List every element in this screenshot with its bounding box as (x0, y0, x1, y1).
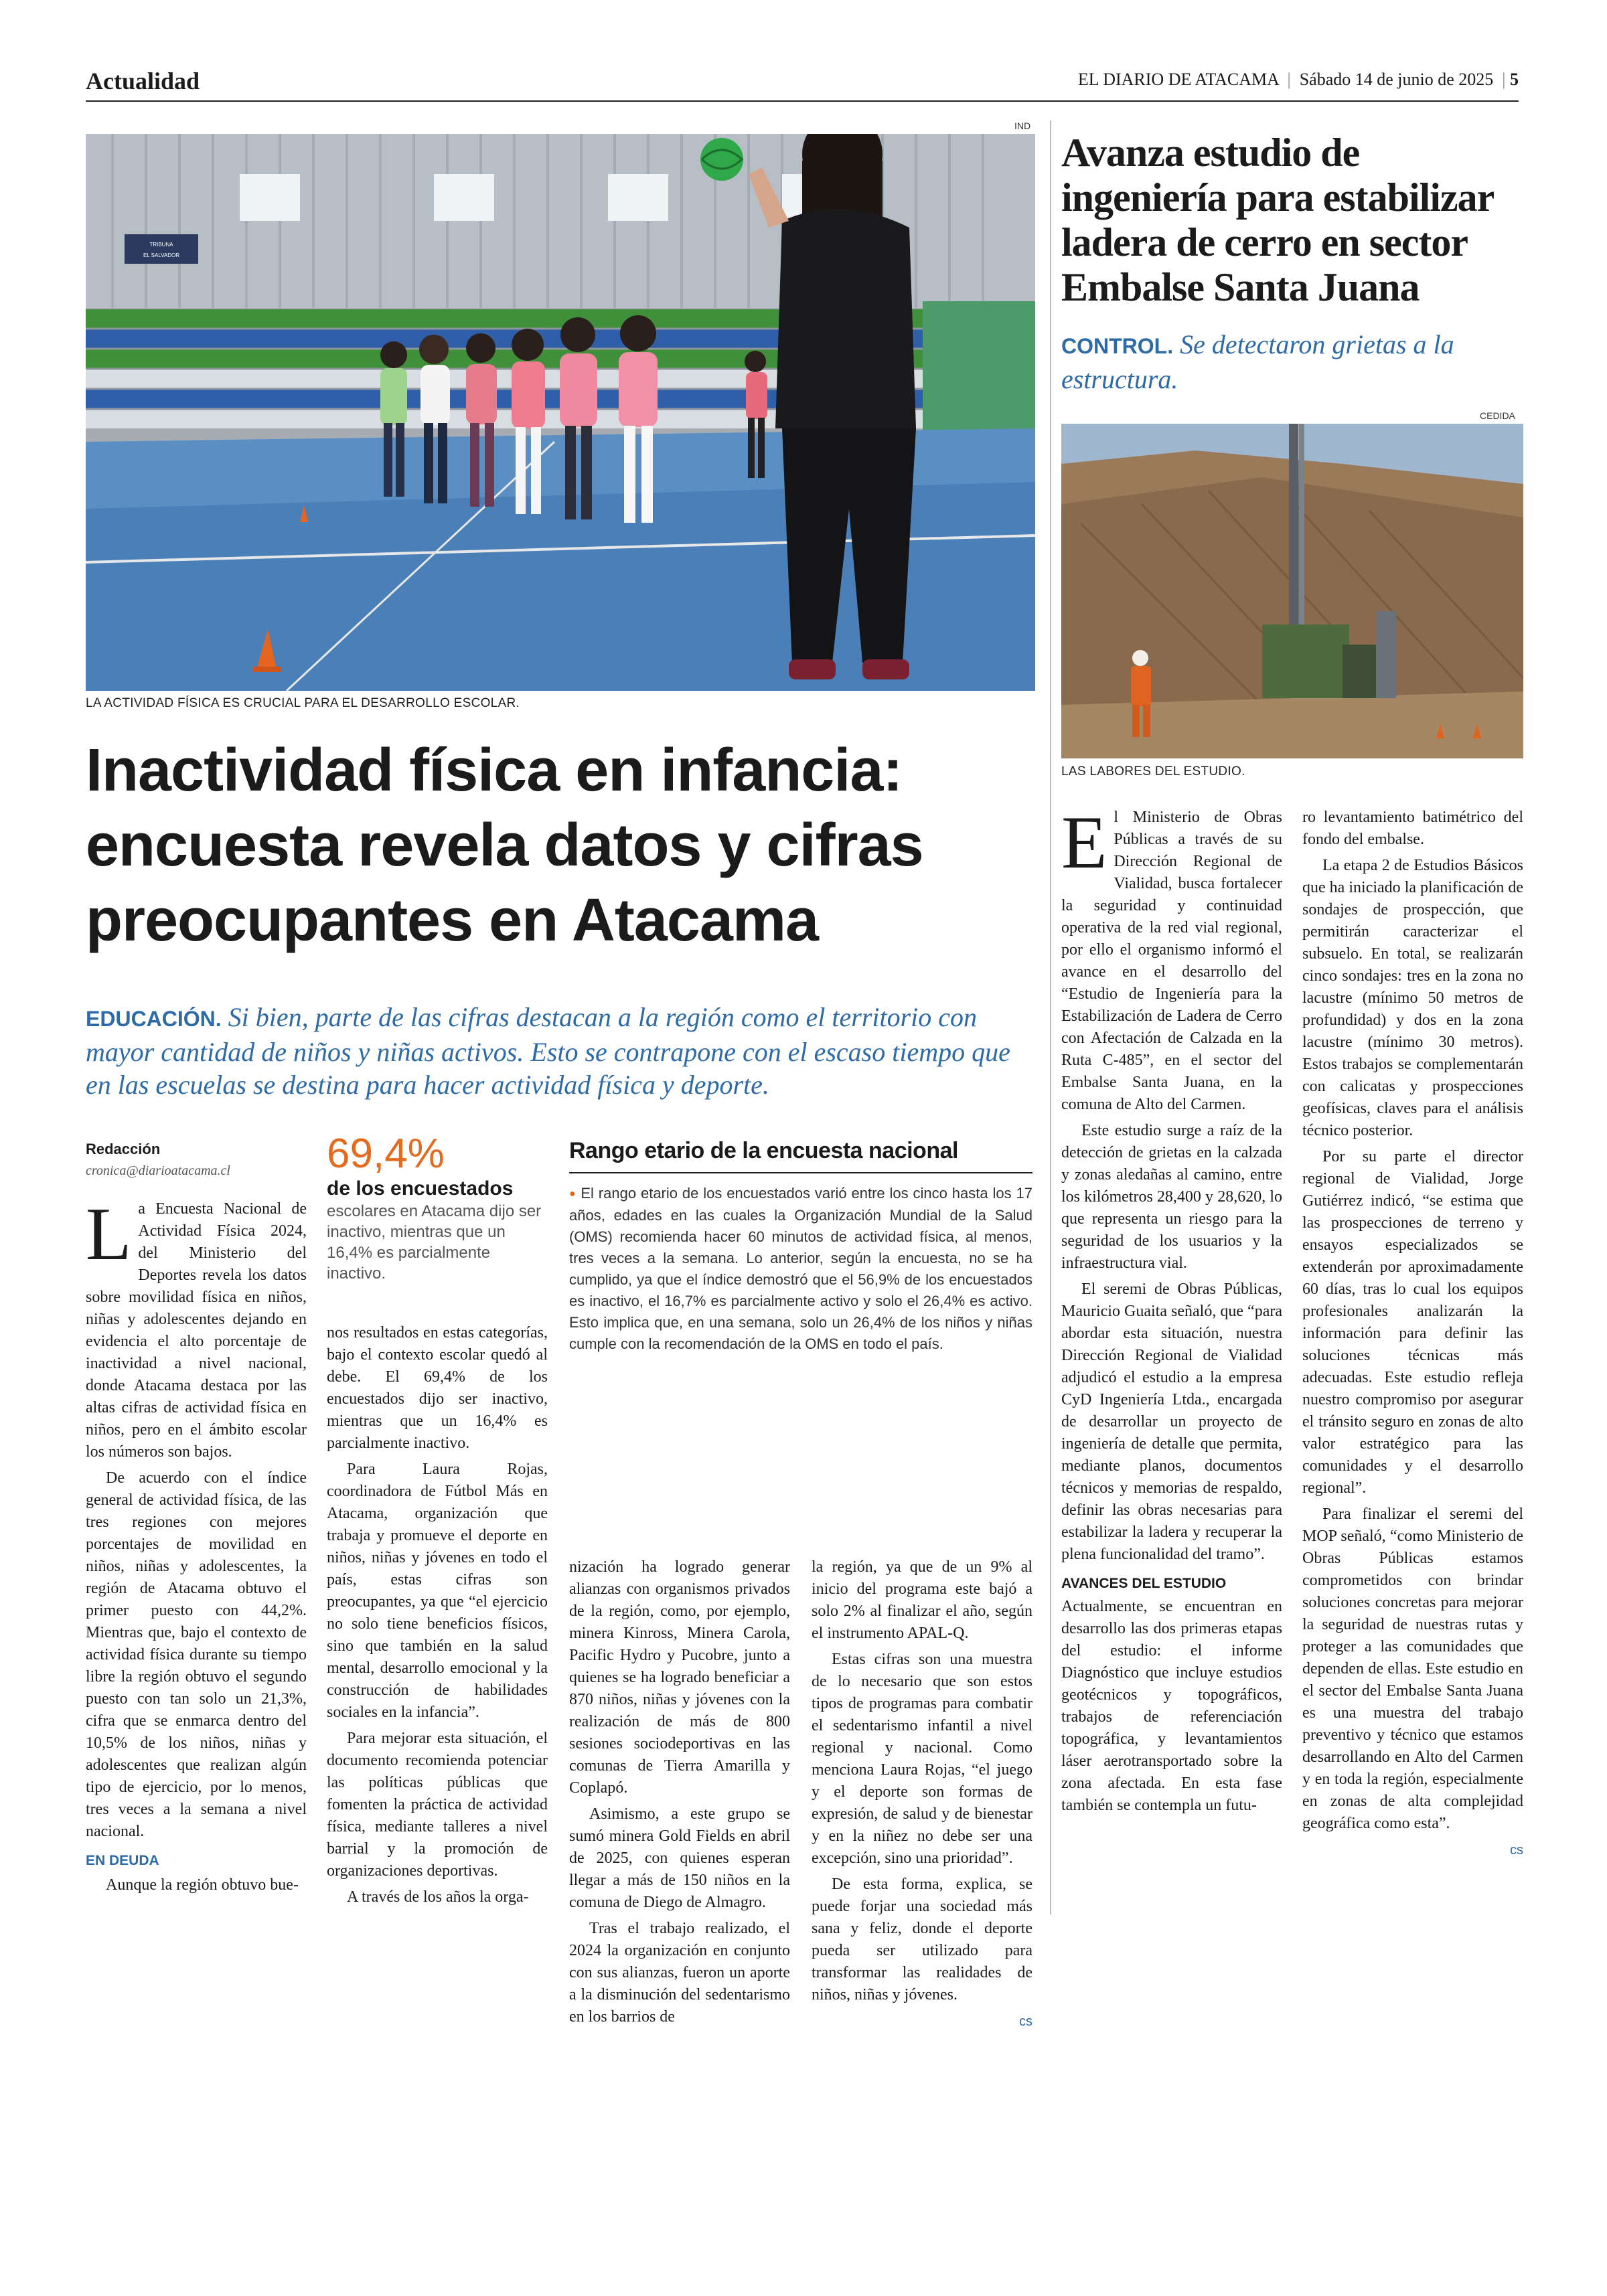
side-column-2 (1302, 807, 1523, 1862)
col2-paragraph-4: A través de los años la orga- (347, 1888, 529, 1906)
side-col1-paragraph-2: Este estudio surge a raíz de la detección de grietas en la calzada y zonas aledañas al camino, entre los kilómetros 28,400 y 28,620, lo que representa un riesgo para la seguridad de los usuarios y la infraestructura vial. (1061, 1122, 1282, 1272)
subhead-avances: AVANCES DEL ESTUDIO (1061, 1576, 1227, 1591)
photo-credit: IND (1014, 120, 1031, 131)
side-headline-line-2: ingeniería para estabilizar (1061, 175, 1495, 220)
side-lead (1061, 328, 1517, 396)
col2-paragraph-1: nos resultados en estas categorías, bajo el contexto escolar quedó al debe. El 69,4% de los encuestados dijo ser inactivo, mientras que un 16,4% es parcialmente inactivo. (327, 1324, 548, 1452)
side-col1-paragraph-3: El seremi de Obras Públicas, Mauricio Guaita señaló, que “para abordar esta situación, nuestra Dirección Regional de Vialidad adjudicó el estudio a la empresa CyD Ingeniería Ltda., encargada de desarrollar un proyecto de ingeniería de detalle que permita, mediante planos, documentos técnicos y memorias de respaldo, definir las obras necesarias para estabilizar la ladera y recuperar la plena funcionalidad del tramo”. (1061, 1281, 1282, 1563)
issue-date: Sábado 14 de junio de 2025 (1299, 70, 1494, 89)
byline-email: cronica@diarioatacama.cl (86, 1163, 230, 1178)
svg-text:TRIBUNA: TRIBUNA (149, 242, 173, 248)
col1-paragraph-3: Aunque la región obtuvo bue- (106, 1876, 299, 1894)
side-photo-credit: CEDIDA (1480, 410, 1515, 421)
lead-kicker: EDUCACIÓN. (86, 1007, 222, 1031)
col1-paragraph-2: De acuerdo con el índice general de actividad física, de las tres regiones con mejores porcentajes de movilidad en niños, niñas y adolescentes, la región de Atacama obtuvo el primer puesto con 44,2%. Mientras que, bajo el contexto de actividad física durante su tiempo libre la región obtuvo el segundo puesto con tan solo un 21,3%, cifra que se enmarca dentro del 10,5% de los niños, niñas y adolescentes que realizan algún tipo de ejercicio, por lo menos, tres veces a la semana a nivel nacional. (86, 1469, 307, 1840)
main-photo (86, 134, 1035, 691)
side-headline (1061, 131, 1530, 310)
side-headline-line-3: ladera de cerro en sector (1061, 220, 1468, 264)
headline-line-3: preocupantes en Atacama (86, 887, 819, 954)
side-headline-line-4: Embalse Santa Juana (1061, 265, 1420, 309)
col2-paragraph-2: Para Laura Rojas, coordinadora de Fútbol Más en Atacama, organización que trabaja y promueve el deporte en niños, niñas y jóvenes en todo el país, estas cifras son preocupantes, ya que “el ejercicio no solo tiene beneficios físicos, sino que también en la salud mental, desarrollo emocional y la construcción de habilidades sociales en la infancia”. (327, 1461, 548, 1721)
stat-label: de los encuestados (327, 1177, 514, 1200)
main-photo-caption: LA ACTIVIDAD FÍSICA ES CRUCIAL PARA EL DESARROLLO ESCOLAR. (86, 696, 520, 710)
col4-paragraph-1: la región, ya que de un 9% al inicio del programa este bajó a solo 2% al finalizar el año, según el instrumento APAL-Q. (812, 1558, 1032, 1642)
info-box (569, 1138, 1032, 1355)
end-mark-side (1302, 1839, 1523, 1862)
info-box-title: Rango etario de la encuesta nacional (569, 1138, 1032, 1173)
bullet-icon: ● (569, 1188, 577, 1200)
stat-text: escolares en Atacama dijo ser inactivo, mientras que un 16,4% es parcialmente inactivo. (327, 1202, 542, 1283)
col4-paragraph-2: Estas cifras son una muestra de lo necesario que son estos tipos de programas para combatir el sedentarismo infantil a nivel regional y nacional. Como menciona Laura Rojas, “el juego y el deporte son formas de expresión, de salud y de bienestar y en la niñez no debe ser una excepción, sino una prioridad”. (812, 1651, 1032, 1867)
page-number: 5 (1510, 70, 1519, 89)
header-rule (86, 100, 1519, 102)
main-column-3 (569, 1556, 790, 2032)
column-divider (1050, 120, 1051, 1914)
main-lead (86, 1001, 1037, 1101)
side-photo-caption: LAS LABORES DEL ESTUDIO. (1061, 764, 1245, 778)
col1-paragraph-1: a Encuesta Nacional de Actividad Física 2024, del Ministerio del Deportes revela los datos sobre movilidad física en niños, niñas y adolescentes dejando en evidencia el alto porcentaje de inactividad a nivel nacional, donde Atacama destaca por las altas cifras de actividad física en niños, pero en el ámbito escolar los números son bajos. (86, 1200, 307, 1461)
side-column-1 (1061, 801, 1282, 1821)
info-box-text (569, 1183, 1032, 1355)
stat-callout (327, 1131, 548, 1284)
col2-paragraph-3: Para mejorar esta situación, el documento recomienda potenciar las políticas públicas que fomenten la práctica de actividad física, mediante talleres a nivel barrial y la promoción de organizaciones deportivas. (327, 1730, 548, 1880)
stat-value: 69,4% (327, 1131, 445, 1177)
side-col1-paragraph-4: Actualmente, se encuentran en desarrollo las dos primeras etapas del estudio: el informe Diagnóstico que incluye estudios geotécnicos y topográficos, trabajos de referenciación topográfica, y levantamientos láser aerotransportado sobre la zona afectada. En esta fase también se contempla un futu- (1061, 1598, 1282, 1814)
end-mark-icon: cs (1019, 2014, 1032, 2029)
end-mark-main (812, 2010, 1032, 2033)
side-col2-paragraph-3: Por su parte el director regional de Vialidad, Jorge Gutiérrez indicó, “se estima que las prospecciones de terreno y ensayos especializados se extenderán por aproximadamente 60 días, tras lo cual los equipos profesionales analizarán la información para definir las soluciones técnicas más adecuadas. Este estudio refleja nuestro compromiso por asegurar el tránsito seguro en zonas de alto valor estratégico para las comunidades y el desarrollo regional”. (1302, 1148, 1523, 1497)
newspaper-name: EL DIARIO DE ATACAMA (1077, 70, 1279, 89)
svg-text:EL SALVADOR: EL SALVADOR (143, 252, 180, 258)
side-col2-paragraph-4: Para finalizar el seremi del MOP señaló, “como Ministerio de Obras Públicas estamos comprometidos con brindar soluciones concretas para mejorar la seguridad de nuestras rutas y proteger a las comunidades que dependen de ellas. Este estudio en el sector del Embalse Santa Juana es una muestra del trabajo preventivo y técnico que estamos desarrollando en Alto del Carmen y en toda la región, especialmente en zonas de alta complejidad geográfica como esta”. (1302, 1505, 1523, 1832)
col4-paragraph-3: De esta forma, explica, se puede forjar una sociedad más sana y feliz, donde el deporte pueda ser utilizado para transformar las realidades de niños, niñas y jóvenes. (812, 1876, 1032, 2003)
subhead-en-deuda: EN DEUDA (86, 1853, 159, 1868)
headline-line-1: Inactividad física en infancia: (86, 737, 903, 804)
side-col1-paragraph-1: l Ministerio de Obras Públicas a través de su Dirección Regional de Vialidad, busca fortalecer la seguridad y continuidad operativa de la red vial regional, por ello el organismo informó el avance en el desarrollo del “Estudio de Ingeniería para la Estabilización de Ladera de Cerro con Afectación de Calzada en la Ruta C-485”, en el sector del Embalse Santa Juana, en la comuna de Alto del Carmen. (1061, 809, 1282, 1113)
side-photo (1061, 424, 1523, 758)
main-column-1 (86, 1138, 307, 1900)
page-header: EL DIARIO DE ATACAMA | Sábado 14 de junio de 2025 | 5 (1077, 70, 1519, 89)
col3-paragraph-3: Tras el trabajo realizado, el 2024 la organización en conjunto con sus alianzas, fueron un aporte a la disminución del sedentarismo en los barrios de (569, 1920, 790, 2026)
main-column-4 (812, 1556, 1032, 2033)
main-headline (86, 733, 1037, 958)
section-label: Actualidad (86, 68, 200, 94)
side-col2-paragraph-2: La etapa 2 de Estudios Básicos que ha iniciado la planificación de sondajes de prospección, que permitirán caracterizar el subsuelo. En total, se realizarán cinco sondajes: tres en la zona no lacustre (mínimo 50 metros de profundidad) y dos en la zona lacustre (mínimo 30 metros). Estos trabajos se complementarán con calicatas y prospecciones geofísicas, claves para el análisis técnico posterior. (1302, 857, 1523, 1139)
side-col2-paragraph-1: ro levantamiento batimétrico del fondo del embalse. (1302, 809, 1523, 848)
side-drop-cap: E (1061, 801, 1107, 884)
info-box-body: El rango etario de los encuestados varió entre los cinco hasta los 17 años, edades en las cuales la Organización Mundial de la Salud (OMS) recomienda hacer 60 minutos de actividad física, al menos, tres veces a la semana. Lo anterior, según la encuesta, no se ha cumplido, ya que el índice demostró que el 56,9% de los encuestados es inactivo, el 16,7% es parcialmente activo y solo el 26,4% es activo. Esto implica que, en una semana, solo un 26,4% de los niños y niñas cumple con la recomendación de la OMS en todo el país. (569, 1185, 1032, 1353)
side-headline-line-1: Avanza estudio de (1061, 131, 1360, 175)
byline: Redacción (86, 1141, 161, 1157)
col3-paragraph-2: Asimismo, a este grupo se sumó minera Gold Fields en abril de 2025, con quienes esperan llegar a más de 150 niños en la comuna de Diego de Almagro. (569, 1805, 790, 1911)
side-lead-kicker: CONTROL. (1061, 334, 1174, 358)
lead-text: Si bien, parte de las cifras destacan a la región como el territorio con mayor cantidad de niños y niñas activos. Esto se contrapone con el escaso tiempo que en las escuelas se destina para hacer actividad física y deporte. (86, 1002, 1010, 1100)
side-end-mark-icon: cs (1510, 1843, 1523, 1858)
side-lead-text: Se detectaron grietas a la estructura. (1061, 329, 1454, 394)
drop-cap: L (86, 1193, 132, 1276)
headline-line-2: encuesta revela datos y cifras (86, 812, 923, 879)
main-column-2 (327, 1322, 548, 1912)
col3-paragraph-1: nización ha logrado generar alianzas con organismos privados de la región, como, por ejemplo, minera Kinross, Minera Carola, Pacific Hydro y Pucobre, junto a quienes se ha logrado beneficiar a 870 niños, niñas y jóvenes con la realización de más de 800 sesiones sociodeportivas en las comunas de Tierra Amarilla y Coplapó. (569, 1558, 790, 1797)
